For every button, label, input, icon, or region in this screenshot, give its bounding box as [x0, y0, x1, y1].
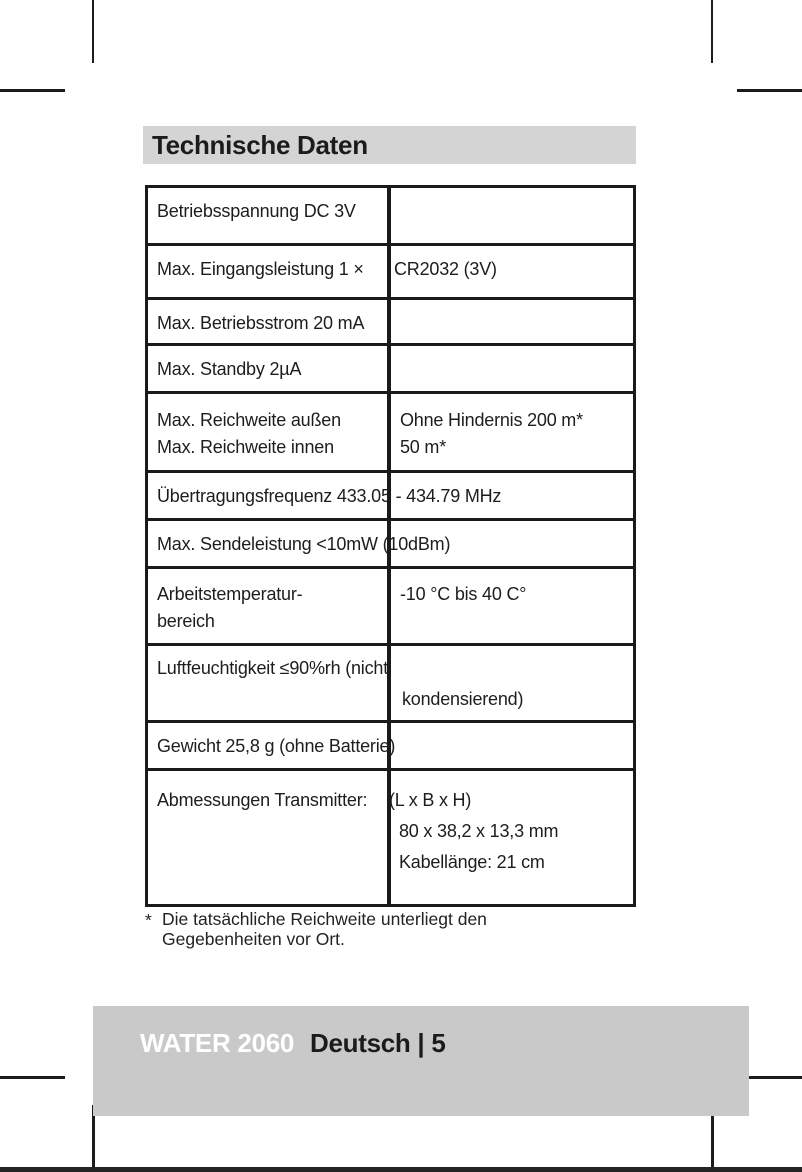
spec-left-line: Max. Standby 2µA — [157, 359, 302, 379]
spec-left-line: Abmessungen Transmitter: — [157, 790, 368, 810]
spec-label — [157, 785, 367, 816]
spec-label — [157, 581, 302, 635]
spec-label — [157, 483, 501, 510]
spec-right-line: -10 °C bis 40 C° — [400, 584, 527, 604]
table-row — [148, 300, 633, 346]
spec-left-line: Luftfeuchtigkeit ≤90%rh (nicht — [157, 658, 389, 678]
footnote-line: Die tatsächliche Reichweite unterliegt den — [162, 909, 487, 929]
spec-right-line: 80 x 38,2 x 13,3 mm — [399, 821, 559, 841]
table-row — [148, 246, 633, 300]
spec-left-line: Übertragungsfrequenz 433.05 - 434.79 MHz — [157, 486, 502, 506]
spec-left-line: Max. Betriebsstrom 20 mA — [157, 313, 365, 333]
product-name: WATER 2060 — [140, 1028, 295, 1058]
spec-label — [157, 198, 356, 225]
spec-right-line: Kabellänge: 21 cm — [399, 852, 545, 872]
spec-label — [157, 531, 450, 558]
crop-mark-bottom-left-horizontal — [0, 1076, 65, 1079]
table-row — [148, 188, 633, 246]
spec-value — [400, 581, 526, 608]
spec-left-line: Betriebsspannung DC 3V — [157, 201, 356, 221]
spec-label — [157, 655, 388, 682]
spec-label — [157, 310, 364, 337]
table-row — [148, 771, 633, 904]
table-row — [148, 394, 633, 473]
spec-left-line: Max. Eingangsleistung 1 × — [157, 259, 364, 279]
footnote — [145, 909, 487, 949]
spec-left-line: Max. Reichweite außen — [157, 410, 341, 430]
footnote-asterisk: * — [145, 910, 152, 930]
section-header-bar — [143, 126, 636, 164]
spec-label — [157, 407, 341, 461]
spec-value — [394, 256, 497, 283]
table-row — [148, 569, 633, 646]
spec-left-line: Gewicht 25,8 g (ohne Batterie) — [157, 736, 396, 756]
spec-right-line: 50 m* — [400, 437, 447, 457]
table-row — [148, 473, 633, 521]
crop-mark-top-right-vertical — [711, 0, 713, 63]
spec-right-line: (L x B x H) — [389, 790, 472, 810]
table-row — [148, 646, 633, 723]
table-row — [148, 723, 633, 771]
page-bottom-rule — [0, 1167, 802, 1172]
table-row — [148, 346, 633, 394]
spec-left-line: Arbeitstemperatur- — [157, 584, 303, 604]
spec-left-line: Max. Sendeleistung <10mW (10dBm) — [157, 534, 451, 554]
crop-mark-top-left-vertical — [92, 0, 94, 63]
footer-bar — [93, 1006, 749, 1116]
spec-label — [157, 733, 395, 760]
spec-left-line: Max. Reichweite innen — [157, 437, 334, 457]
footnote-line: Gegebenheiten vor Ort. — [162, 929, 345, 949]
crop-mark-top-right-horizontal — [737, 89, 802, 92]
page-title: Technische Daten — [152, 130, 368, 160]
spec-right-line: kondensierend) — [402, 689, 524, 709]
spec-label — [157, 256, 364, 283]
spec-table — [145, 185, 636, 907]
spec-left-line: bereich — [157, 611, 215, 631]
spec-right-line: CR2032 (3V) — [394, 259, 497, 279]
footnote-text — [162, 909, 487, 949]
crop-mark-top-left-horizontal — [0, 89, 65, 92]
spec-value — [400, 407, 583, 461]
footer-text — [93, 1006, 749, 1059]
table-row — [148, 521, 633, 569]
spec-value — [402, 686, 523, 713]
language-page-number: Deutsch | 5 — [310, 1028, 446, 1058]
spec-right-line: Ohne Hindernis 200 m* — [400, 410, 583, 430]
spec-label — [157, 356, 301, 383]
spec-value — [389, 785, 558, 878]
